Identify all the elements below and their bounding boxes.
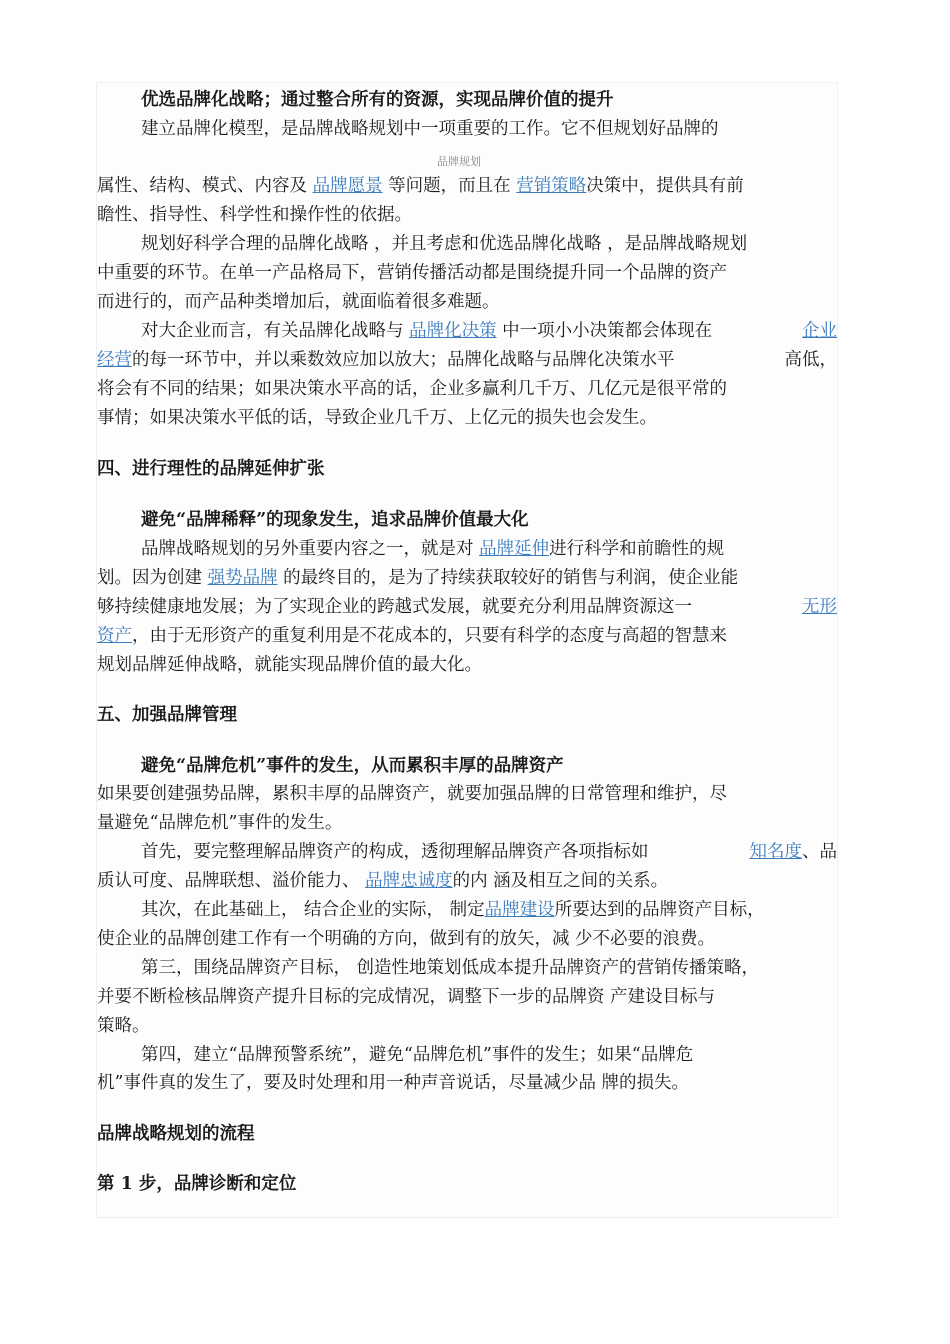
paragraph-line: 第四，建立“品牌预警系统”，避免“品牌危机”事件的发生；如果“品牌危: [141, 1045, 694, 1065]
paragraph-line: [97, 870, 668, 892]
text-span: 质认可度、品牌联想、溢价能力、: [97, 871, 360, 891]
text-span: 的最终目的，是为了持续获取较好的销售与利润，使企业能: [283, 568, 739, 588]
paragraph-line: [141, 899, 765, 921]
text-span: 中一项小小决策都会体现在: [502, 321, 713, 341]
paragraph-line: [97, 349, 837, 371]
paragraph-line: 策略。: [97, 1016, 150, 1036]
link-intangible[interactable]: 无形: [802, 597, 837, 617]
text-span: 等问题，而且在: [388, 176, 511, 196]
text-span: 首先，要完整理解品牌资产的构成，透彻理解品牌资产各项指标如: [141, 842, 649, 862]
paragraph-line: 而进行的，而产品种类增加后，就面临着很多难题。: [97, 292, 500, 312]
paragraph-line: [141, 841, 837, 863]
paragraph-line: [97, 567, 738, 589]
subsection-bold-heading: 避免“品牌稀释”的现象发生，追求品牌价值最大化: [141, 510, 529, 530]
text-span: 对大企业而言，有关品牌化战略与: [141, 321, 404, 341]
paragraph-line: [141, 320, 837, 342]
link-assets[interactable]: 资产: [97, 626, 132, 646]
link-operation[interactable]: 经营: [97, 350, 132, 370]
text-span: 高低，: [784, 350, 837, 370]
text-span: 的内 涵及相互之间的关系。: [452, 871, 669, 891]
paragraph-line: 量避免“品牌危机”事件的发生。: [97, 813, 343, 833]
link-enterprise[interactable]: 企业: [802, 321, 837, 341]
paragraph-line: [97, 596, 837, 618]
text-span: 属性、结构、模式、内容及: [97, 176, 307, 196]
paragraph-line: [97, 175, 744, 197]
paragraph-line: 如果要创建强势品牌，累积丰厚的品牌资产，就要加强品牌的日常管理和维护，尽: [97, 784, 727, 804]
paragraph-line: 中重要的环节。在单一产品格局下，营销传播活动都是围绕提升同一个品牌的资产: [97, 263, 727, 283]
link-awareness[interactable]: 知名度: [749, 842, 802, 862]
text-span: 、品: [802, 842, 837, 862]
paragraph-line: 瞻性、指导性、科学性和操作性的依据。: [97, 205, 412, 225]
paragraph-line: 使企业的品牌创建工作有一个明确的方向，做到有的放矢，减 少不必要的浪费。: [97, 929, 716, 949]
paragraph-line: 第三，围绕品牌资产目标， 创造性地策划低成本提升品牌资产的营销传播策略，: [141, 958, 760, 978]
paragraph-line: 并要不断检核品牌资产提升目标的完成情况，调整下一步的品牌资 产建设目标与: [97, 987, 716, 1007]
paragraph-line: 规划好科学合理的品牌化战略 ，并且考虑和优选品牌化战略 ，是品牌战略规划: [141, 234, 748, 254]
paragraph-line: 事情；如果决策水平低的话，导致企业几千万、上亿元的损失也会发生。: [97, 408, 657, 428]
section-heading: 品牌战略规划的流程: [97, 1124, 255, 1144]
text-span: 进行科学和前瞻性的规: [549, 539, 725, 559]
paragraph-line: 将会有不同的结果；如果决策水平高的话，企业多赢利几千万、几亿元是很平常的: [97, 379, 727, 399]
document-page: [96, 82, 838, 1218]
link-brand-decision[interactable]: 品牌化决策: [409, 321, 497, 341]
text-span: 所要达到的品牌资产目标，: [554, 900, 765, 920]
paragraph-line: 规划品牌延伸战略，就能实现品牌价值的最大化。: [97, 655, 482, 675]
subsection-bold-heading: 优选品牌化战略；通过整合所有的资源，实现品牌价值的提升: [141, 90, 614, 110]
section-heading: 四、进行理性的品牌延伸扩张: [97, 459, 325, 479]
link-marketing-strategy[interactable]: 营销策略: [516, 176, 587, 196]
step-heading: 第 1 步，品牌诊断和定位: [97, 1174, 297, 1194]
text-span: 决策中，提供具有前: [586, 176, 744, 196]
subsection-bold-heading: 避免“品牌危机”事件的发生，从而累积丰厚的品牌资产: [141, 756, 564, 776]
link-brand-vision[interactable]: 品牌愿景: [312, 176, 383, 196]
text-span: 划。因为创建: [97, 568, 202, 588]
paragraph-line: 机”事件真的发生了，要及时处理和用一种声音说话，尽量减少品 牌的损失。: [97, 1073, 690, 1093]
image-caption: 品牌规划: [437, 155, 481, 168]
section-heading: 五、加强品牌管理: [97, 705, 237, 725]
text-span: 够持续健康地发展；为了实现企业的跨越式发展，就要充分利用品牌资源这一: [97, 597, 692, 617]
paragraph-line: [97, 625, 727, 647]
link-brand-building[interactable]: 品牌建设: [484, 900, 555, 920]
text-span: 的每一环节中，并以乘数效应加以放大；品牌化战略与品牌化决策水平: [132, 350, 675, 370]
text-span: 品牌战略规划的另外重要内容之一，就是对: [141, 539, 474, 559]
paragraph-line: 建立品牌化模型，是品牌战略规划中一项重要的工作。它不但规划好品牌的: [141, 119, 719, 139]
paragraph-line: [141, 538, 724, 560]
text-span: 其次，在此基础上， 结合企业的实际， 制定: [141, 900, 485, 920]
text-span: ，由于无形资产的重复利用是不花成本的，只要有科学的态度与高超的智慧来: [132, 626, 727, 646]
link-brand-loyalty[interactable]: 品牌忠诚度: [365, 871, 453, 891]
link-brand-extension[interactable]: 品牌延伸: [479, 539, 550, 559]
link-strong-brand[interactable]: 强势品牌: [207, 568, 278, 588]
